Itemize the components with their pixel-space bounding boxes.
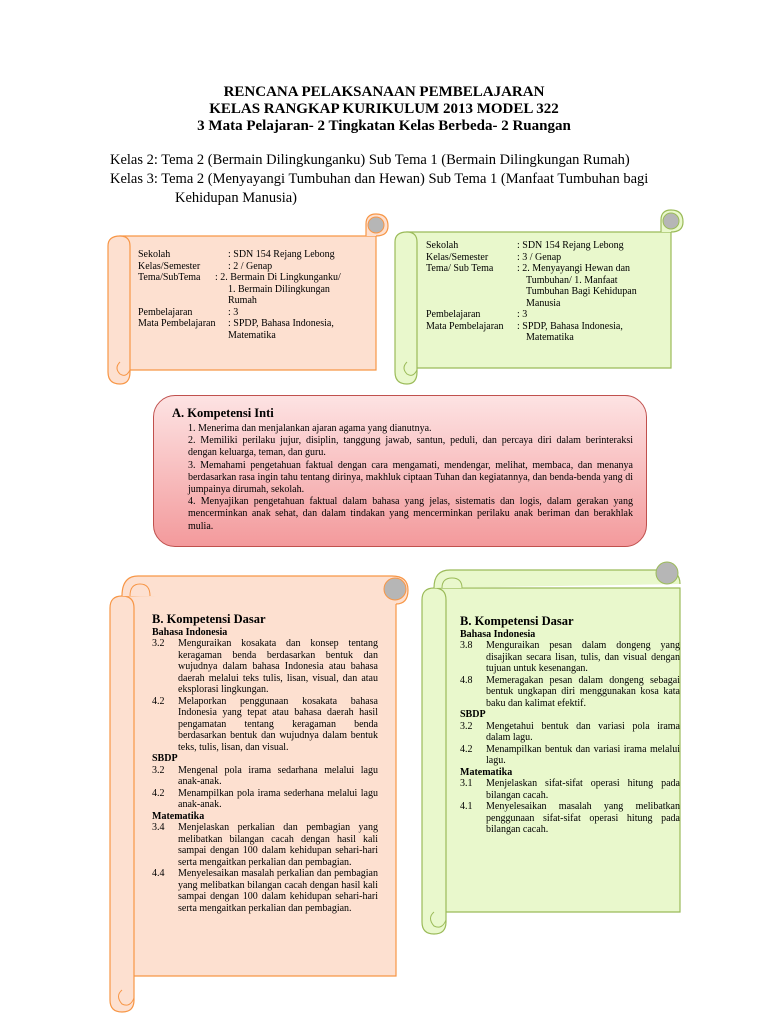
doc-title-3: 3 Mata Pelajaran- 2 Tingkatan Kelas Berbeda- 2 Ruangan: [197, 118, 571, 134]
value-mata-pembelajaran: : SPDP, Bahasa Indonesia,: [228, 318, 334, 329]
label-pembelajaran: Pembelajaran: [138, 306, 193, 318]
ki-item-3: 3. Memahami pengetahuan faktual dengan cara mengamati, mendengar, melihat, membaca, dan menanya berdasarkan rasa ingin tahu tentang dirinya, makhluk ciptaan Tuhan dan kegiatannya, dan benda-benda yang di jumpainya dirumah, sekolah.: [188, 459, 633, 496]
kelas-3-line-cont: Kehidupan Manusia): [175, 190, 298, 206]
value-kelas-semester: : 2 / Genap: [228, 260, 273, 272]
kd-item: 3.8 Menguraikan pesan dalam dongeng yang disajikan secara lisan, tulis, dan visual dengan tujuan untuk kesenangan.: [460, 640, 680, 674]
label-tema: Tema/ Sub Tema: [426, 263, 494, 274]
value-mata-pembelajaran-cont: Matematika: [526, 332, 574, 343]
info-content-left: [138, 249, 366, 341]
kd-subject-bahasa-indonesia: Bahasa Indonesia: [152, 626, 228, 638]
label-kelas-semester: Kelas/Semester: [138, 260, 201, 272]
value-subtema-cont: Rumah: [228, 295, 257, 306]
kd-item: 3.2 Mengetahui bentuk dan variasi pola irama dalam lagu.: [460, 720, 680, 743]
kd-content-right: [460, 616, 680, 836]
kd-content-left: [152, 614, 378, 914]
kd-title: B. Kompetensi Dasar: [460, 614, 574, 628]
kelas-3-line: Kelas 3: Tema 2 (Menyayangi Tumbuhan dan Hewan) Sub Tema 1 (Manfaat Tumbuhan bagi: [110, 171, 649, 187]
kd-subject-matematika: Matematika: [152, 810, 205, 822]
kelas-2-line: Kelas 2: Tema 2 (Bermain Dilingkunganku) Sub Tema 1 (Bermain Dilingkungan Rumah): [110, 152, 630, 168]
value-tema: : 2. Bermain Di Lingkunganku/: [215, 272, 341, 283]
info-scroll-kelas-2: [106, 212, 388, 384]
kd-subject-sbdp: SBDP: [152, 753, 178, 764]
value-mata-pembelajaran: : SPDP, Bahasa Indonesia,: [517, 320, 623, 332]
ki-item-1: 1. Menerima dan menjalankan ajaran agama yang dianutnya.: [188, 423, 432, 434]
value-kelas-semester: : 3 / Genap: [517, 251, 562, 263]
label-sekolah: Sekolah: [138, 249, 171, 260]
value-subtema-cont: Tumbuhan Bagi Kehidupan: [526, 286, 637, 297]
kd-title: B. Kompetensi Dasar: [152, 612, 266, 626]
value-sekolah: : SDN 154 Rejang Lebong: [517, 240, 624, 251]
value-subtema: 1. Bermain Dilingkungan: [228, 283, 330, 295]
label-kelas-semester: Kelas/Semester: [426, 251, 489, 263]
kd-item: 3.1 Menjelaskan sifat-sifat operasi hitung pada bilangan cacah.: [460, 778, 680, 801]
ki-item-4: 4. Menyajikan pengetahuan faktual dalam bahasa yang jelas, sistematis dan logis, dalam gerakan yang mencerminkan anak sehat, dan dalam tindakan yang mencerminkan perilaku anak beriman dan berakhlak mulia.: [188, 496, 633, 532]
value-pembelajaran: : 3: [228, 306, 239, 318]
label-tema: Tema/SubTema: [138, 272, 201, 283]
kd-item: 4.1 Menyelesaikan masalah yang melibatkan penggunaan sifat-sifat operasi hitung pada bilangan cacah.: [460, 801, 680, 835]
value-sekolah: : SDN 154 Rejang Lebong: [228, 249, 335, 260]
kd-subject-bahasa-indonesia: Bahasa Indonesia: [460, 628, 536, 640]
label-pembelajaran: Pembelajaran: [426, 309, 481, 320]
value-pembelajaran: : 3: [517, 309, 528, 320]
info-scroll-kelas-3: [393, 208, 683, 384]
value-subtema: Tumbuhan/ 1. Manfaat: [526, 274, 618, 286]
kompetensi-inti-box: [153, 395, 647, 547]
value-tema: : 2. Menyayangi Hewan dan: [517, 263, 631, 274]
kd-subject-sbdp: SBDP: [460, 709, 486, 720]
kd-subject-matematika: Matematika: [460, 766, 513, 778]
value-mata-pembelajaran-cont: Matematika: [228, 329, 276, 341]
kd-scroll-kelas-2: [106, 562, 408, 1012]
value-subtema-cont-2: Manusia: [526, 297, 561, 309]
ki-item-2: 2. Memiliki perilaku jujur, disiplin, tanggung jawab, santun, peduli, dan percaya diri dalam berinteraksi dengan keluarga, teman, dan guru.: [188, 435, 633, 459]
doc-title-2: KELAS RANGKAP KURIKULUM 2013 MODEL 322: [209, 101, 559, 117]
kd-item: 4.8 Memeragakan pesan dalam dongeng sebagai bentuk ungkapan diri menggunakan kosa kata baku dan kalimat efektif.: [460, 674, 680, 709]
label-mata-pembelajaran: Mata Pembelajaran: [138, 318, 216, 329]
kompetensi-inti-list: [188, 423, 633, 533]
kd-item: 4.2 Menampilkan bentuk dan variasi irama melalui lagu.: [460, 743, 680, 766]
kd-scroll-kelas-3: [418, 558, 690, 934]
label-mata-pembelajaran: Mata Pembelajaran: [426, 320, 504, 332]
kompetensi-inti-title: A. Kompetensi Inti: [172, 406, 274, 420]
info-content-right: [426, 240, 661, 344]
kd-item: 4.2 Melaporkan penggunaan kosakata bahasa Indonesia yang tepat atau bahasa daerah hasil pengamatan tentang keragaman benda berdasarkan bentuk dan wujudnya dalam bentuk teks, tulis, lisan, dan visual.: [152, 695, 378, 753]
document-header: [0, 84, 768, 135]
kd-item: 3.4 Menjelaskan perkalian dan pembagian yang melibatkan bilangan cacah dengan hasil kali sampai dengan 100 dalam kehidupan sehari-hari serta mengaitkan perkalian dan pembagian.: [152, 822, 378, 868]
kd-item: 4.4 Menyelesaikan masalah perkalian dan pembagian yang melibatkan bilangan cacah dengan hasil kali sampai dengan 100 dalam kehidupan sehari-hari serta mengaitkan perkalian dan pembagian.: [152, 868, 378, 914]
label-sekolah: Sekolah: [426, 240, 459, 251]
kd-item: 3.2 Mengenal pola irama sedarhana melalui lagu anak-anak.: [152, 764, 378, 787]
kd-item: 3.2 Menguraikan kosakata dan konsep tentang keragaman benda berdasarkan bentuk dan wujudnya dalam bahasa Indonesia atau bahasa daerah melalui teks tulis, lisan, visual, dan atau eksplorasi lingkungan.: [152, 638, 378, 695]
kd-item: 4.2 Menampilkan pola irama sederhana melalui lagu anak-anak.: [152, 787, 378, 810]
doc-title-1: RENCANA PELAKSANAAN PEMBELAJARAN: [223, 84, 545, 100]
